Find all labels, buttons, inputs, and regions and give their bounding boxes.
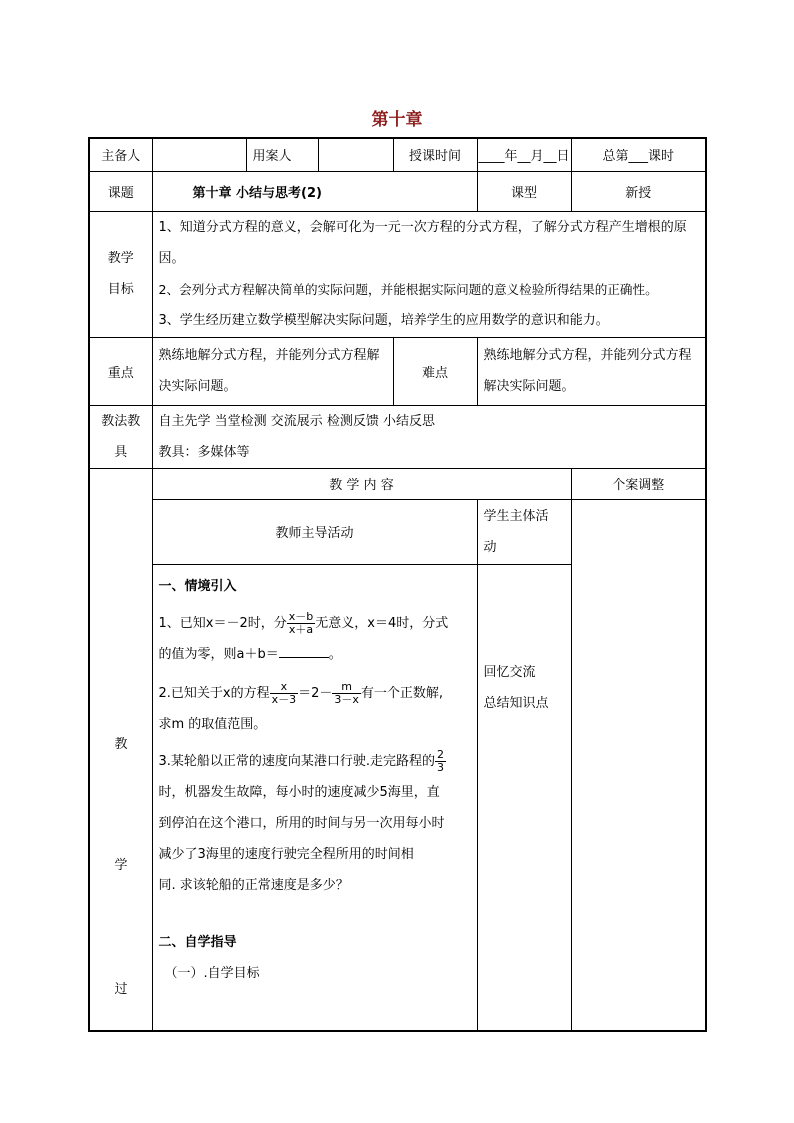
methods-label xyxy=(89,405,152,468)
student-activity-line2: 总结知识点 xyxy=(483,695,549,711)
content-header-row xyxy=(89,468,706,499)
objectives-label xyxy=(89,211,152,337)
date-field: ____年__月__日 xyxy=(477,138,571,171)
question-2 xyxy=(159,678,471,709)
question-3 xyxy=(159,746,471,777)
time-label: 授课时间 xyxy=(393,138,477,171)
student-activity-header xyxy=(477,499,571,564)
objective-item: 1、知道分式方程的意义，会解可化为一元一次方程的分式方程，了解分式方程产生增根的原因。 xyxy=(158,219,687,266)
section-title: 一、情境引入 xyxy=(158,578,237,594)
question-3-line: 时，机器发生故障，每小时的速度减少5海里，直 xyxy=(158,784,440,800)
adjustment-header: 个案调整 xyxy=(571,468,706,499)
activity-header-row xyxy=(89,499,706,564)
key-points-text: 熟练地解分式方程，并能列分式方程解决实际问题。 xyxy=(158,348,380,394)
question-text: 1、已知x＝－2时，分 xyxy=(158,615,287,631)
lesson-plan-table xyxy=(88,137,707,1032)
lesson-type-label: 课型 xyxy=(477,171,571,211)
fraction xyxy=(435,749,446,774)
topic-label: 课题 xyxy=(89,171,152,211)
question-text: 的值为零，则a＋b＝ xyxy=(158,646,279,662)
question-text: 3.某轮船以正常的速度向某港口行驶.走完路程的 xyxy=(158,753,436,769)
spacer xyxy=(159,901,471,927)
objectives-content xyxy=(152,211,706,337)
student-activity-content xyxy=(477,564,571,1031)
methods-content xyxy=(152,405,706,468)
question-text: 2.已知关于x的方程 xyxy=(158,685,270,701)
objective-item: 2、会列分式方程解决简单的实际问题，并能根据实际问题的意义检验所得结果的正确性。 xyxy=(158,281,658,297)
methods-label-line2: 具 xyxy=(114,444,128,460)
key-points-row xyxy=(89,337,706,405)
key-points-label: 重点 xyxy=(89,337,152,405)
fraction-numerator: 2 xyxy=(437,747,445,761)
adjustment-cell xyxy=(571,499,706,1031)
side-label-char: 过 xyxy=(114,981,128,997)
fraction-denominator: x－3 xyxy=(271,692,297,706)
fraction xyxy=(270,681,299,706)
methods-line1: 自主先学 当堂检测 交流展示 检测反馈 小结反思 xyxy=(158,413,436,429)
objectives-label-line1: 教学 xyxy=(107,251,134,266)
fraction-numerator: x－b xyxy=(288,609,314,623)
methods-line2: 教具：多媒体等 xyxy=(158,444,250,460)
side-label-char: 学 xyxy=(114,857,128,873)
question-text: 有一个正数解, xyxy=(360,685,444,701)
question-text: 无意义，x＝4时，分式 xyxy=(315,615,449,631)
document-title: 第十章 xyxy=(371,110,423,130)
fraction-denominator: 3－x xyxy=(334,692,359,706)
question-1 xyxy=(159,608,471,639)
topic-row xyxy=(89,171,706,211)
teacher-activity-content xyxy=(152,564,477,1031)
fraction-numerator: m xyxy=(332,681,361,694)
side-label-char: 教 xyxy=(114,736,128,752)
header-row xyxy=(89,138,706,171)
student-header-line2: 动 xyxy=(483,539,497,555)
student-activity-line1: 回忆交流 xyxy=(483,664,536,680)
topic-value: 第十章 小结与思考(2) xyxy=(152,171,477,211)
question-3-line: 减少了3海里的速度行驶完全程所用的时间相 xyxy=(158,846,414,862)
objective-item: 3、学生经历建立数学模型解决实际问题，培养学生的应用数学的意识和能力。 xyxy=(158,312,609,328)
preparer-value xyxy=(152,138,246,171)
user-value xyxy=(318,138,393,171)
subsection-title: （一）.自学目标 xyxy=(164,965,260,981)
objectives-label-line2: 目标 xyxy=(107,282,134,297)
answer-blank xyxy=(279,644,329,658)
question-text: ＝2－ xyxy=(298,685,333,701)
objectives-row xyxy=(89,211,706,337)
methods-label-line1: 教法教 xyxy=(101,413,141,429)
fraction xyxy=(332,681,361,706)
fraction-numerator: x xyxy=(270,681,299,694)
key-points-value xyxy=(152,337,393,405)
lesson-type-value: 新授 xyxy=(571,171,706,211)
teacher-activity-header: 教师主导活动 xyxy=(152,499,477,564)
process-side-label xyxy=(89,468,152,1031)
difficulty-value: 熟练地解分式方程，并能列分式方程解决实际问题。 xyxy=(477,337,706,405)
question-2-cont: 求m 的取值范围。 xyxy=(158,716,267,732)
question-text: 。 xyxy=(328,646,342,662)
student-header-line1: 学生主体活 xyxy=(483,508,549,524)
difficulty-label: 难点 xyxy=(393,337,477,405)
user-label: 用案人 xyxy=(246,138,318,171)
methods-row xyxy=(89,405,706,468)
question-3-line: 同. 求该轮船的正常速度是多少？ xyxy=(158,877,349,893)
question-3-line: 到停泊在这个港口，所用的时间与另一次用每小时 xyxy=(158,815,445,831)
preparer-label: 主备人 xyxy=(89,138,152,171)
fraction xyxy=(287,611,316,636)
fraction-denominator: x＋a xyxy=(288,622,314,636)
period-field: 总第___课时 xyxy=(571,138,706,171)
section-title: 二、自学指导 xyxy=(158,934,237,950)
content-header: 教 学 内 容 xyxy=(152,468,571,499)
question-1-cont xyxy=(159,639,471,670)
fraction-denominator: 3 xyxy=(437,760,445,774)
